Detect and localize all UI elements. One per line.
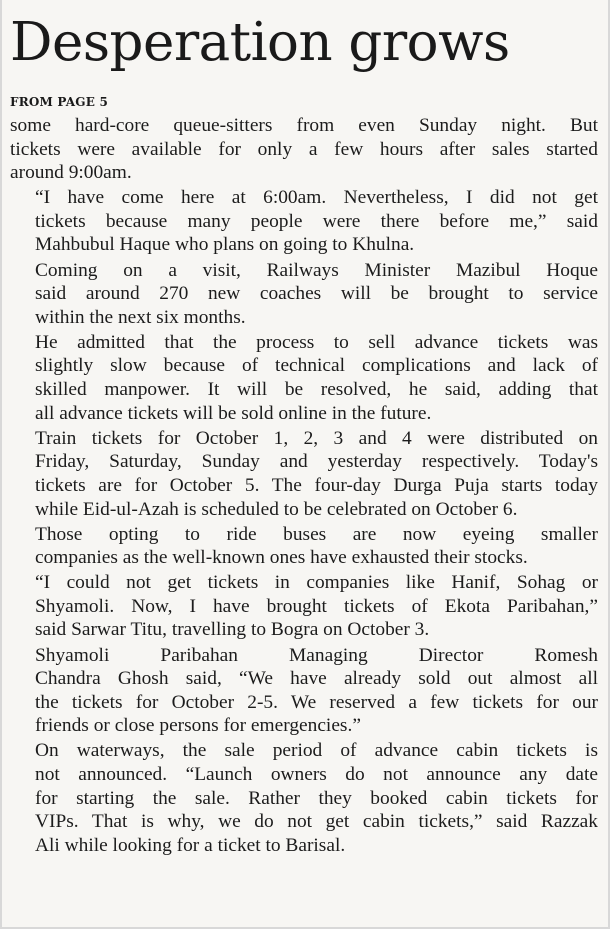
article-line: Chandra Ghosh said, “We have already sold out almost all bbox=[35, 668, 598, 690]
article-line: skilled manpower. It will be resolved, he said, adding that bbox=[35, 379, 598, 401]
article-line: said Sarwar Titu, travelling to Bogra on October 3. bbox=[35, 619, 430, 641]
article-line: within the next six months. bbox=[35, 306, 246, 328]
article-line: while Eid-ul-Azah is scheduled to be celebrated on October 6. bbox=[35, 498, 518, 520]
article-line: Ali while looking for a ticket to Barisal. bbox=[35, 834, 346, 856]
article-line: Those opting to ride buses are now eyeing smaller bbox=[35, 523, 598, 545]
jump-line: FROM PAGE 5 bbox=[10, 95, 108, 109]
article-line: said around 270 new coaches will be brought to service bbox=[35, 283, 598, 305]
article-line: for starting the sale. Rather they booked cabin tickets for bbox=[35, 787, 598, 809]
article-line: Shyamoli Paribahan Managing Director Romesh bbox=[35, 644, 598, 666]
article-paragraph bbox=[10, 186, 598, 257]
article-line: all advance tickets will be sold online in the future. bbox=[35, 402, 432, 424]
article-line: around 9:00am. bbox=[10, 162, 132, 184]
article-line: companies as the well-known ones have exhausted their stocks. bbox=[35, 547, 528, 569]
article-line: tickets because many people were there before me,” said bbox=[35, 210, 598, 232]
article-paragraph bbox=[10, 523, 598, 570]
article-line: He admitted that the process to sell advance tickets was bbox=[35, 331, 598, 353]
article-paragraph bbox=[10, 739, 598, 857]
article-body bbox=[10, 114, 598, 859]
article-paragraph bbox=[10, 259, 598, 330]
headline: Desperation grows bbox=[10, 12, 510, 73]
article-paragraph bbox=[10, 427, 598, 521]
article-line: Friday, Saturday, Sunday and yesterday respectively. Today's bbox=[35, 451, 598, 473]
article-line: “I have come here at 6:00am. Nevertheless, I did not get bbox=[35, 187, 598, 209]
article-line: not announced. “Launch owners do not announce any date bbox=[35, 764, 598, 786]
article-line: some hard-core queue-sitters from even Sunday night. But bbox=[10, 115, 598, 136]
article-paragraph bbox=[10, 331, 598, 425]
article-line: Shyamoli. Now, I have brought tickets of Ekota Paribahan,” bbox=[35, 595, 598, 617]
article-line: friends or close persons for emergencies.” bbox=[35, 715, 361, 737]
article-line: tickets were available for only a few hours after sales started bbox=[10, 138, 598, 160]
article-line: slightly slow because of technical complications and lack of bbox=[35, 355, 598, 377]
article-line: Train tickets for October 1, 2, 3 and 4 were distributed on bbox=[35, 427, 598, 449]
article-line: the tickets for October 2-5. We reserved a few tickets for our bbox=[35, 691, 598, 713]
article-line: tickets are for October 5. The four-day Durga Puja starts today bbox=[35, 474, 598, 496]
article-line: “I could not get tickets in companies like Hanif, Sohag or bbox=[35, 572, 598, 594]
article-line: Mahbubul Haque who plans on going to Khulna. bbox=[35, 234, 415, 256]
article-line: On waterways, the sale period of advance cabin tickets is bbox=[35, 740, 598, 762]
article-line: Coming on a visit, Railways Minister Mazibul Hoque bbox=[35, 259, 598, 281]
article-paragraph bbox=[10, 644, 598, 738]
article-paragraph bbox=[10, 114, 598, 185]
article-line: VIPs. That is why, we do not get cabin tickets,” said Razzak bbox=[35, 811, 598, 833]
article-paragraph bbox=[10, 571, 598, 642]
